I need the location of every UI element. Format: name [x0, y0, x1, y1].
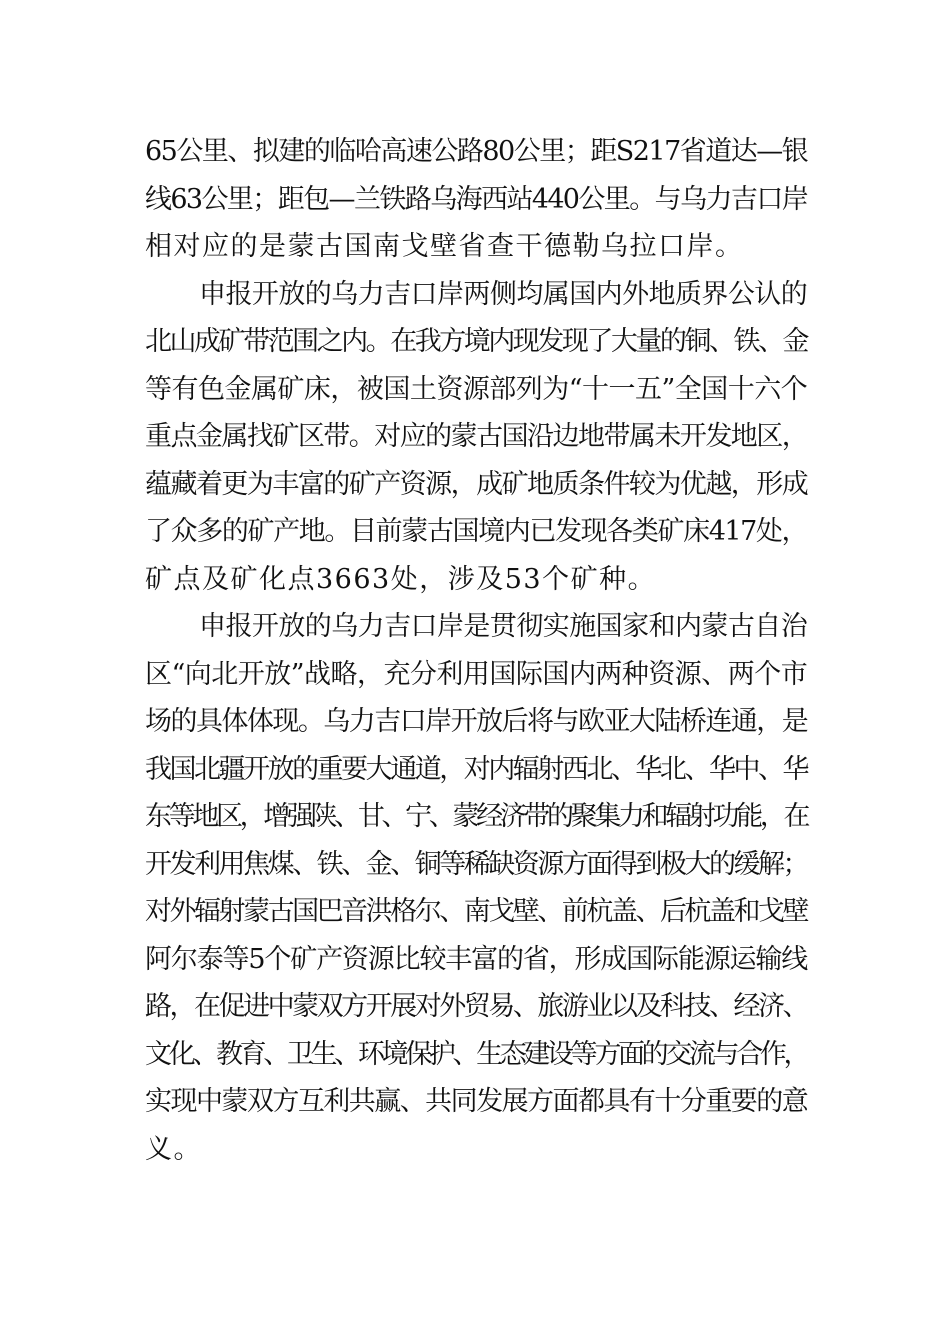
text-line: 相对应的是蒙古国南戈壁省查干德勒乌拉口岸。: [145, 231, 744, 262]
text-line: 等有色金属矿床，被国土资源部列为“十一五”全国十六个: [145, 373, 807, 405]
document-body: [145, 128, 807, 1173]
text-line: 路，在促进中蒙双方开展对外贸易、旅游业以及科技、经济、: [145, 991, 807, 1022]
text-line: 我国北疆开放的重要大通道，对内辐射西北、华北、华中、华: [145, 753, 807, 785]
text-line: 65公里、拟建的临哈高速公路80公里；距S217省道达—银: [145, 136, 808, 167]
text-line: 文化、教育、卫生、环境保护、生态建设等方面的交流与合作，: [145, 1038, 807, 1070]
text-line: 区“向北开放”战略，充分利用国际国内两种资源、两个市: [145, 658, 807, 690]
text-line: 北山成矿带范围之内。在我方境内现发现了大量的铜、铁、金: [145, 326, 807, 357]
text-line: 对外辐射蒙古国巴音洪格尔、南戈壁、前杭盖、后杭盖和戈壁: [145, 896, 807, 927]
text-line: 场的具体体现。乌力吉口岸开放后将与欧亚大陆桥连通，是: [145, 706, 807, 737]
text-line: 实现中蒙双方互利共赢、共同发展方面都具有十分重要的意: [145, 1086, 807, 1117]
text-line: 阿尔泰等5个矿产资源比较丰富的省，形成国际能源运输线: [145, 943, 807, 975]
text-line: 义。: [145, 1133, 202, 1165]
text-line: 蕴藏着更为丰富的矿产资源，成矿地质条件较为优越，形成: [145, 468, 807, 500]
text-line: 申报开放的乌力吉口岸两侧均属国内外地质界公认的: [199, 278, 807, 310]
paragraph-3: [145, 603, 807, 1173]
text-line: 重点金属找矿区带。对应的蒙古国沿边地带属未开发地区，: [145, 421, 807, 452]
text-line: 线63公里；距包—兰铁路乌海西站440公里。与乌力吉口岸: [145, 183, 807, 215]
text-line: 矿点及矿化点3663处，涉及53个矿种。: [145, 563, 657, 595]
paragraph-2: [145, 271, 807, 604]
text-line: 开发利用焦煤、铁、金、铜等稀缺资源方面得到极大的缓解；: [145, 848, 807, 880]
paragraph-1: [145, 128, 807, 271]
text-line: 了众多的矿产地。目前蒙古国境内已发现各类矿床417处，: [145, 516, 807, 547]
text-line: 东等地区，增强陕、甘、宁、蒙经济带的聚集力和辐射功能，在: [145, 801, 807, 832]
text-line: 申报开放的乌力吉口岸是贯彻实施国家和内蒙古自治: [199, 611, 807, 642]
